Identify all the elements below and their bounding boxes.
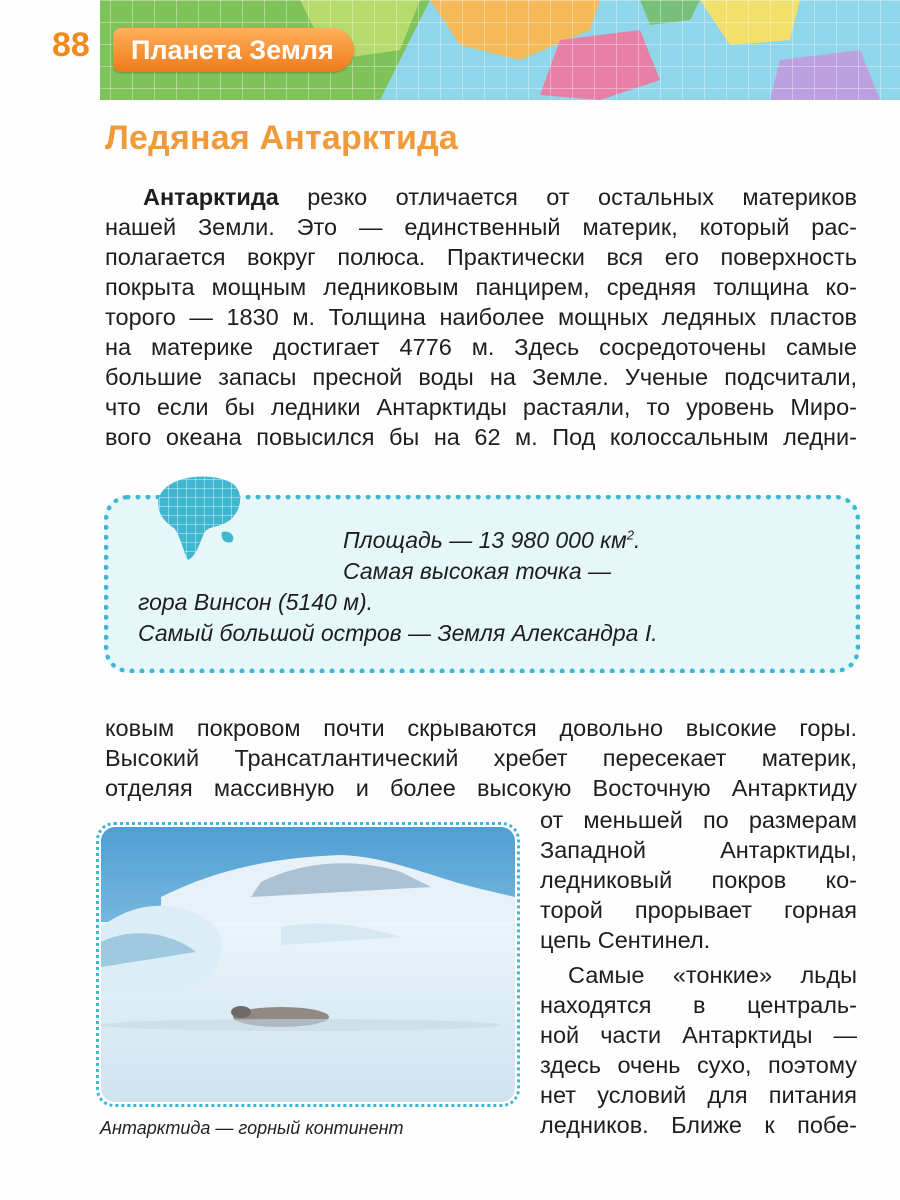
text-line: цепь Сентинел. [540, 927, 711, 953]
text-line: на материке достигает 4776 м. Здесь сосредоточены самые [105, 334, 857, 360]
term-antarctica: Антарктида [143, 184, 279, 210]
text-line: торой прорывает горная [540, 897, 857, 923]
text-line: ной части Антарктиды — [540, 1022, 857, 1048]
text-line: Антарктида резко отличается от остальных материков [143, 184, 857, 210]
text-line: ледников. Ближе к побе- [540, 1112, 857, 1138]
text-line: Самые «тонкие» льды [568, 962, 857, 988]
text-line: Высокий Трансатлантический хребет пересекает материк, [105, 745, 857, 771]
text-line: ледниковый покров ко- [540, 867, 857, 893]
text-line: здесь очень сухо, поэтому [540, 1052, 857, 1078]
photo-caption: Антарктида — горный континент [100, 1118, 404, 1138]
paragraph-mountains-cont [540, 805, 857, 955]
text-line: что если бы ледники Антарктиды растаяли, то уровень Миро- [105, 394, 857, 420]
text-line: вого океана повысился бы на 62 м. Под колоссальным ледни- [105, 424, 857, 450]
text-line: нет условий для питания [540, 1082, 857, 1108]
text-line: покрыта мощным ледниковым панцирем, средняя толщина ко- [105, 274, 857, 300]
text-line: находятся в централь- [540, 992, 857, 1018]
fact-highest-label: Самая высокая точка — [343, 558, 612, 584]
fact-highest-value: гора Винсон (5140 м). [138, 589, 374, 615]
text-line: отделяя массивную и более высокую Восточную Антарктиду [105, 775, 857, 801]
page-header [0, 0, 900, 100]
fact-island: Самый большой остров — Земля Александра I. [138, 620, 658, 646]
page-number: 88 [52, 26, 90, 64]
paragraph-intro [105, 182, 857, 452]
paragraph-mountains [105, 713, 857, 803]
text-line: большие запасы пресной воды на Земле. Ученые подсчитали, [105, 364, 857, 390]
paragraph-thin-ice [540, 960, 857, 1140]
text-line: нашей Земли. Это — единственный материк, который рас- [105, 214, 857, 240]
text-line: полагается вокруг полюса. Практически вся его поверхность [105, 244, 857, 270]
fact-area: Площадь — 13 980 000 $км^2$. [343, 527, 641, 553]
text-line: торого — 1830 м. Толщина наиболее мощных ледяных пластов [105, 304, 857, 330]
globe-icon [150, 470, 250, 570]
text-line: от меньшей по размерам [540, 807, 857, 833]
text-line: Западной Антарктиды, [540, 837, 857, 863]
chapter-title: Планета Земля [113, 28, 354, 72]
section-title: Ледяная Антарктида [105, 119, 458, 157]
text-line: ковым покровом почти скрываются довольно высокие горы. [105, 715, 857, 741]
photo-frame [96, 822, 520, 1107]
